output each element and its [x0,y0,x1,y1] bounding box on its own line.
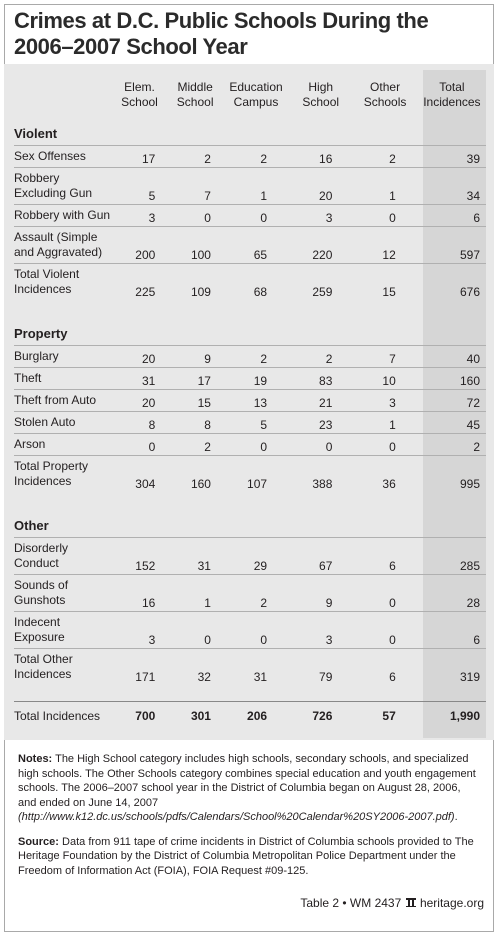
row-label: Total Other Incidences [14,652,73,681]
cell-value: 225 [135,285,156,299]
grand-total-value: 206 [223,702,289,732]
cell-value: 79 [319,670,333,684]
cell-value: 21 [289,390,352,412]
cell-value: 995 [459,477,480,491]
table-row [14,368,486,390]
spacer-cell [14,492,486,508]
footer [300,896,484,910]
header-total: Total Incidences [423,80,481,109]
table-row [14,538,486,575]
cell-value: 17 [112,146,168,168]
cell-value: 5 [223,412,289,434]
cell-value: 2 [223,346,289,368]
cell-value: 0 [352,434,417,456]
cell-value: 40 [418,346,486,368]
notes-paragraph [18,752,480,825]
row-label: Robbery with Gun [14,205,112,227]
cell-value: 10 [352,368,417,390]
cell-value: 1 [167,575,223,612]
cell-value: 8 [167,412,223,434]
row-label: Sounds of Gunshots [14,575,112,612]
table-row [14,390,486,412]
cell-value: 8 [112,412,168,434]
cell-value: 5 [112,168,168,205]
cell-value: 16 [112,575,168,612]
table-row [14,346,486,368]
row-label: Burglary [14,346,112,368]
section-title: Other [14,508,486,538]
cell-value: 152 [112,538,168,575]
site-link[interactable]: heritage.org [419,896,484,910]
page-title: Crimes at D.C. Public Schools During the 2006–2007 School Year [14,8,429,59]
table-row [14,456,486,493]
cell-value: 109 [190,285,211,299]
source-text: Data from 911 tape of crime incidents in District of Columbia schools provided to The Heritage Foundation by the District of Columbia Metropolitan Police Department under the Freedom of Information Act (FOIA), FOIA Request #09-125. [18,835,474,877]
cell-value: 3 [289,205,352,227]
cell-value: 13 [223,390,289,412]
table-row [14,412,486,434]
header-blank [14,74,112,116]
cell-value: 100 [167,227,223,264]
cell-value: 20 [112,346,168,368]
section-header-row [14,316,486,346]
cell-value: 6 [418,612,486,649]
cell-value: 160 [418,368,486,390]
row-label: Total Violent Incidences [14,267,80,296]
table-row [14,264,486,301]
header-education-campus: Education Campus [229,80,283,109]
cell-value: 45 [418,412,486,434]
row-label: Robbery Excluding Gun [14,168,112,205]
cell-value: 160 [190,477,211,491]
cell-value: 15 [382,285,396,299]
table-row [14,612,486,649]
grand-total-value: 57 [352,702,417,732]
cell-value: 7 [352,346,417,368]
cell-value: 2 [418,434,486,456]
source-label: Source: [18,835,59,848]
cell-value: 3 [112,205,168,227]
cell-value: 83 [289,368,352,390]
section-header-row [14,116,486,146]
cell-value: 2 [223,146,289,168]
cell-value: 31 [253,670,268,684]
grand-total-value: 1,990 [418,702,486,732]
cell-value: 3 [352,390,417,412]
header-middle: Middle School [176,80,214,109]
row-label: Disorderly Conduct [14,538,112,575]
row-label: Total Property Incidences [14,459,89,488]
cell-value: 6 [352,538,417,575]
cell-value: 31 [112,368,168,390]
cell-value: 0 [223,205,289,227]
row-label: Theft from Auto [14,390,112,412]
cell-value: 0 [167,612,223,649]
cell-value: 1 [352,412,417,434]
cell-value: 31 [167,538,223,575]
cell-value: 171 [135,670,156,684]
table-row [14,649,486,686]
section-spacer [14,300,486,316]
cell-value: 2 [223,575,289,612]
cell-value: 68 [253,285,268,299]
row-label: Sex Offenses [14,146,112,168]
cell-value: 0 [223,434,289,456]
cell-value: 220 [289,227,352,264]
cell-value: 65 [223,227,289,264]
cell-value: 0 [289,434,352,456]
header-high: High School [302,80,340,109]
cell-value: 3 [112,612,168,649]
table-body [14,116,486,731]
table-reference: Table 2 • WM 2437 [300,896,402,910]
cell-value: 6 [389,670,396,684]
cell-value: 12 [352,227,417,264]
cell-value: 319 [459,670,480,684]
cell-value: 36 [382,477,396,491]
cell-value: 2 [167,146,223,168]
cell-value: 19 [223,368,289,390]
cell-value: 28 [418,575,486,612]
cell-value: 1 [223,168,289,205]
cell-value: 1 [352,168,417,205]
section-spacer [14,685,486,702]
header-other-schools: Other Schools [363,80,407,109]
notes-url: (http://www.k12.dc.us/schools/pdfs/Calendars/School%20Calendar%20SY2006-2007.pdf) [18,811,455,823]
table-row [14,168,486,205]
table-row [14,434,486,456]
cell-value: 2 [352,146,417,168]
cell-value: 7 [167,168,223,205]
table-row [14,575,486,612]
table-row [14,146,486,168]
cell-value: 23 [289,412,352,434]
cell-value: 29 [223,538,289,575]
cell-value: 676 [459,285,480,299]
cell-value: 20 [289,168,352,205]
notes-tail: . [454,811,458,823]
row-label: Indecent Exposure [14,612,112,649]
cell-value: 259 [312,285,333,299]
crime-table [14,74,486,731]
notes-text: The High School category includes high schools, secondary schools, and specialized high schools. The Other Schools category combines special education and youth engagement schools. The 2006–2007 school year in the District of Columbia began on August 28, 2006, and ended on June 14, 2007 [18,753,476,809]
source-paragraph [18,835,480,879]
cell-value: 0 [223,612,289,649]
cell-value: 0 [352,575,417,612]
notes-label: Notes: [18,753,53,765]
cell-value: 0 [167,205,223,227]
cell-value: 0 [352,612,417,649]
cell-value: 3 [289,612,352,649]
cell-value: 20 [112,390,168,412]
cell-value: 285 [418,538,486,575]
section-spacer [14,492,486,508]
cell-value: 16 [289,146,352,168]
cell-value: 597 [418,227,486,264]
section-header-row [14,508,486,538]
cell-value: 72 [418,390,486,412]
cell-value: 0 [112,434,168,456]
cell-value: 388 [312,477,333,491]
row-label: Assault (Simple and Aggravated) [14,227,112,264]
section-title: Violent [14,116,486,146]
cell-value: 9 [289,575,352,612]
cell-value: 17 [167,368,223,390]
cell-value: 15 [167,390,223,412]
cell-value: 34 [418,168,486,205]
cell-value: 0 [352,205,417,227]
row-label: Arson [14,434,112,456]
cell-value: 39 [418,146,486,168]
table-row [14,227,486,264]
cell-value: 200 [112,227,168,264]
grand-total-value: 700 [112,702,168,732]
cell-value: 107 [247,477,268,491]
cell-value: 2 [167,434,223,456]
cell-value: 67 [289,538,352,575]
cell-value: 9 [167,346,223,368]
grand-total-value: 301 [167,702,223,732]
grand-total-value: 726 [289,702,352,732]
cell-value: 32 [197,670,211,684]
spacer-cell [14,300,486,316]
row-label: Theft [14,368,112,390]
section-title: Property [14,316,486,346]
spacer-cell [14,685,486,702]
bell-icon [405,897,417,908]
grand-total-row [14,702,486,732]
cell-value: 304 [135,477,156,491]
grand-total-label: Total Incidences [14,702,112,732]
cell-value: 2 [289,346,352,368]
table-row [14,205,486,227]
row-label: Stolen Auto [14,412,112,434]
notes-block [18,752,480,888]
header-elem: Elem. School [121,80,158,109]
cell-value: 6 [418,205,486,227]
